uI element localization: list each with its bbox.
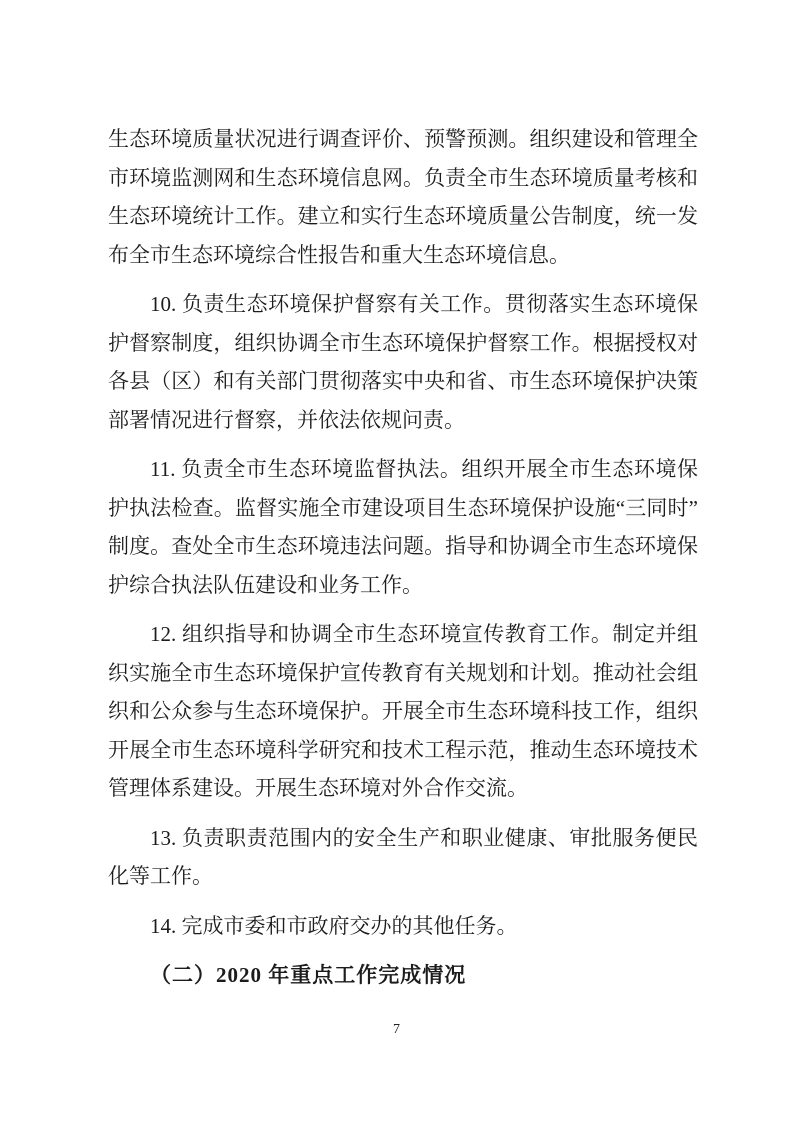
text-line: 护督察制度，组织协调全市生态环境保护督察工作。根据授权对 <box>108 330 698 355</box>
page-number: 7 <box>393 1022 400 1037</box>
text-line: 护执法检查。监督实施全市建设项目生态环境保护设施“三同时” <box>108 495 698 520</box>
text-line: 生态环境统计工作。建立和实行生态环境质量公告制度，统一发 <box>108 204 698 228</box>
document-body <box>108 120 698 995</box>
text-line: 织和公众参与生态环境保护。开展全市生态环境科技工作，组织 <box>108 699 698 723</box>
text-line: 布全市生态环境综合性报告和重大生态环境信息。 <box>108 242 570 267</box>
text-line: 开展全市生态环境科学研究和技术工程示范，推动生态环境技术 <box>108 737 698 762</box>
text-line: 化等工作。 <box>108 864 213 888</box>
paragraph-item-11 <box>108 450 698 604</box>
paragraph-item-12 <box>108 615 698 808</box>
text-line: 管理体系建设。开展生态环境对外合作交流。 <box>108 776 528 800</box>
text-line: 11. 负责全市生态环境监督执法。组织开展全市生态环境保 <box>150 457 698 481</box>
text-line: 护综合执法队伍建设和业务工作。 <box>108 572 423 597</box>
text-line: 10. 负责生态环境保护督察有关工作。贯彻落实生态环境保 <box>150 292 698 316</box>
heading-section-2 <box>108 956 698 995</box>
text-line: 13. 负责职责范围内的安全生产和职业健康、审批服务便民 <box>150 825 698 850</box>
paragraph-item-10 <box>108 285 698 439</box>
text-line: 市环境监测网和生态环境信息网。负责全市生态环境质量考核和 <box>108 165 698 190</box>
text-line: 制度。查处全市生态环境违法问题。指导和协调全市生态环境保 <box>108 534 698 558</box>
paragraph-continuation <box>108 120 698 274</box>
text-line: 14. 完成市委和市政府交办的其他任务。 <box>150 913 518 938</box>
text-line: 生态环境质量状况进行调查评价、预警预测。组织建设和管理全 <box>108 127 698 151</box>
text-line: 织实施全市生态环境保护宣传教育有关规划和计划。推动社会组 <box>108 660 698 685</box>
paragraph-item-14 <box>108 907 698 946</box>
text-line: 部署情况进行督察，并依法依规问责。 <box>108 407 465 432</box>
paragraph-item-13 <box>108 819 698 896</box>
text-line: 12. 组织指导和协调全市生态环境宣传教育工作。制定并组 <box>150 622 698 646</box>
text-line: （二）2020 年重点工作完成情况 <box>150 963 467 987</box>
text-line: 各县（区）和有关部门贯彻落实中央和省、市生态环境保护决策 <box>108 369 698 393</box>
